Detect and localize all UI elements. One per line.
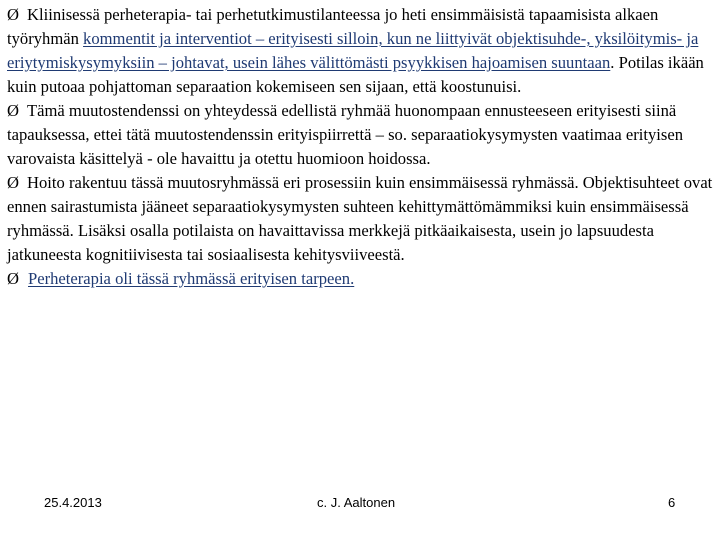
- arrow-bullet-icon: Ø: [7, 101, 19, 120]
- arrow-bullet-icon: Ø: [7, 173, 19, 192]
- footer-page-number: 6: [668, 495, 676, 510]
- paragraph-4: [7, 267, 713, 291]
- paragraph-4-link[interactable]: Perheterapia oli tässä ryhmässä erityisen tarpeen: [28, 269, 351, 288]
- arrow-bullet-icon: Ø: [7, 269, 19, 288]
- slide-body: [7, 3, 713, 291]
- paragraph-2-text: Tämä muutostendenssi on yhteydessä edellistä ryhmää huonompaan ennusteeseen erityisesti siinä tapauksessa, ettei tätä muutostendenssin erityispiirrettä – so. separaatiokysymysten vaatimaa erityisen varovaista käsittelyä - ole havaittu ja otettu huomioon hoidossa.: [7, 101, 684, 168]
- footer-author: c. J. Aaltonen: [317, 495, 396, 510]
- paragraph-4-end: .: [350, 269, 355, 288]
- arrow-bullet-icon: Ø: [7, 5, 19, 24]
- paragraph-3-text: Hoito rakentuu tässä muutosryhmässä eri prosessiin kuin ensimmäisessä ryhmässä. Objektisuhteet ovat ennen sairastumista jääneet separaatiokysymysten suhteen kehittymättömämmiksi kuin ensimmäisessä ryhmässä. Lisäksi osalla potilaista on havaittavissa merkkejä pitkäaikaisesta, usein jo lapsuudesta jatkuneesta kognitiivisesta tai sosiaalisesta kehitysviiveestä.: [7, 173, 713, 264]
- paragraph-1-link[interactable]: kommentit ja interventiot – erityisesti silloin, kun ne liittyivät objektisuhde-, yksilöitymis- ja eriytymiskysymyksiin – johtavat, usein lähes välittömästi psyykkisen hajoamisen suuntaan: [7, 29, 699, 72]
- paragraph-1-text-start: Kliinisessä perheterapia- tai perhetutkimustilanteessa jo heti ensimmäisistä tapaamisista alkaen työryhmän: [7, 5, 659, 48]
- paragraph-1: [7, 3, 713, 99]
- footer-date: 25.4.2013: [44, 495, 102, 510]
- paragraph-2: [7, 99, 713, 171]
- paragraph-1-text-end: . Potilas ikään kuin putoaa pohjattoman separaation kokemiseen sen sijaan, että koostunuisi.: [7, 53, 704, 96]
- paragraph-3: [7, 171, 713, 267]
